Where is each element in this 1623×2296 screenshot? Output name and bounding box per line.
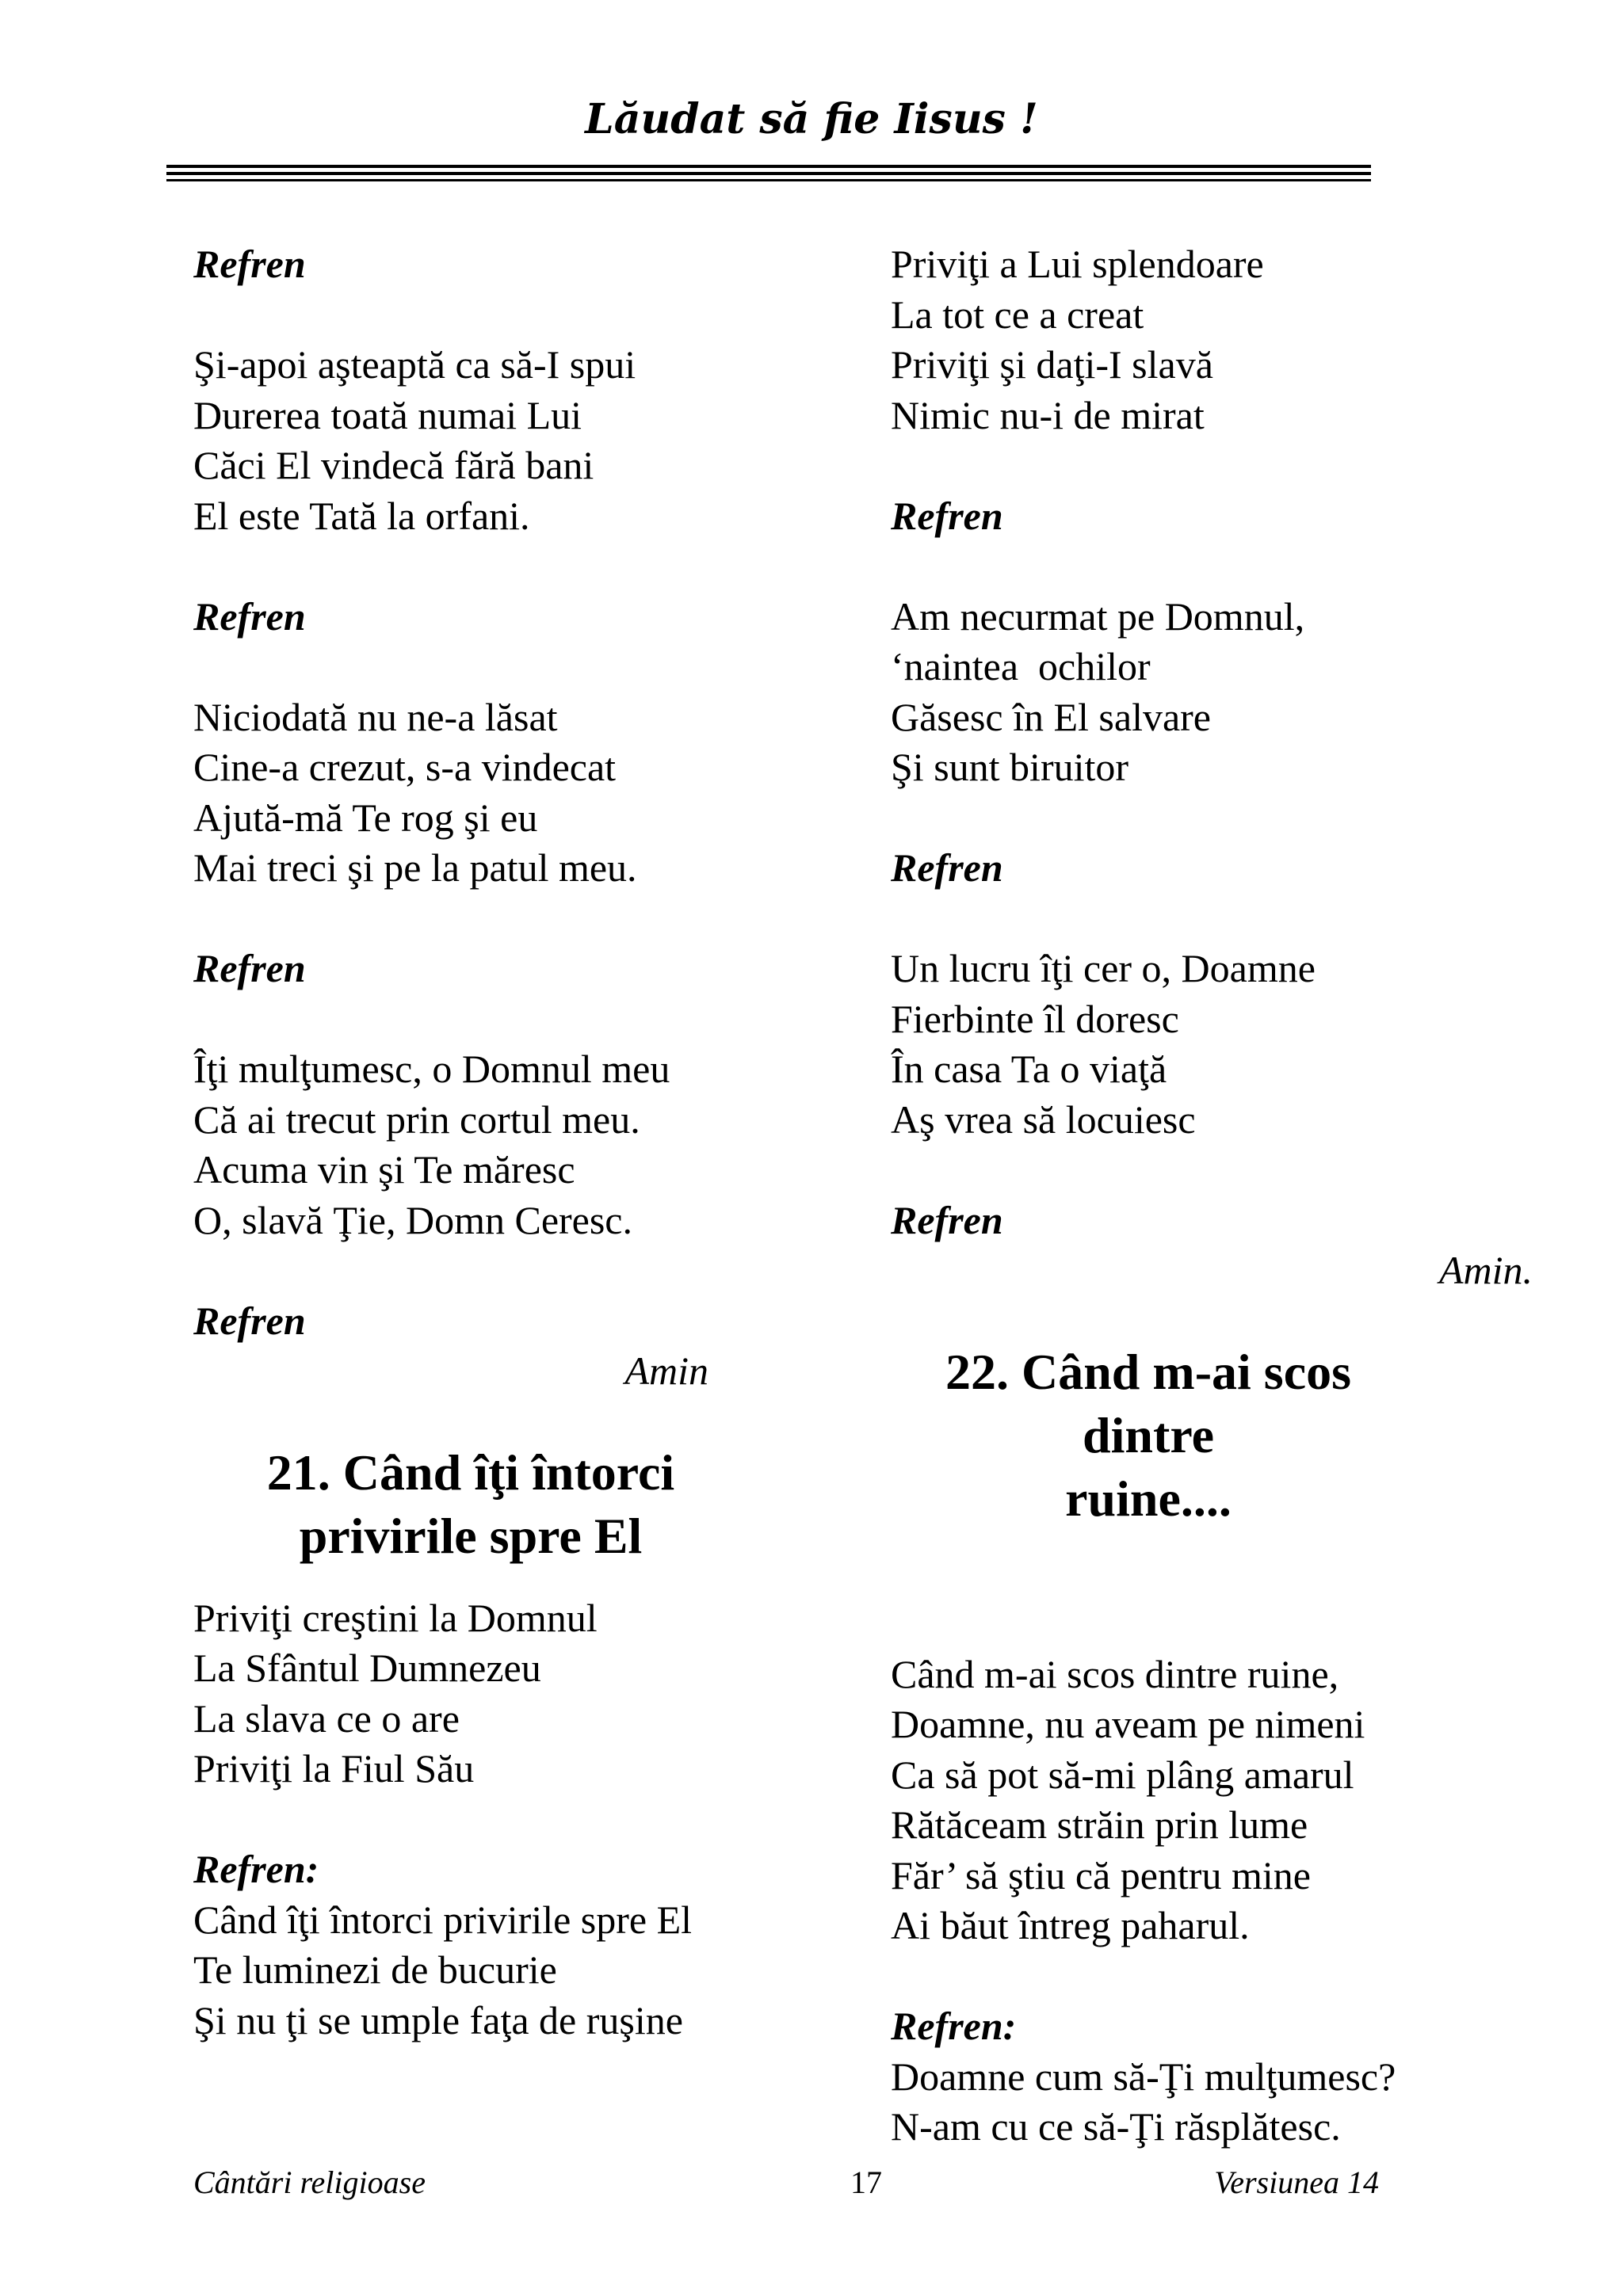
refren-label: Refren <box>891 493 1003 538</box>
left-verses <box>193 239 748 1346</box>
refren-label: Refren <box>193 593 306 639</box>
page-header-title: Lăudat să fie Iisus ! <box>585 95 1038 143</box>
amin-label: Amin. <box>1438 1248 1533 1292</box>
verse-line: Că ai trecut prin cortul meu. <box>193 1097 640 1142</box>
refren-label: Refren: <box>193 1847 319 1891</box>
verse-line: Şi sunt biruitor <box>891 745 1129 789</box>
right-verses <box>891 239 1541 1245</box>
verse-line: Te luminezi de bucurie <box>193 1947 557 1992</box>
verse-line: La tot ce a creat <box>891 292 1144 337</box>
verse-line: Ca să pot să-mi plâng amarul <box>891 1752 1354 1797</box>
verse-line: La slava ce o are <box>193 1695 460 1741</box>
header-rule <box>166 165 1371 168</box>
song-title-line: 22. Când m-ai scos dintre <box>945 1343 1352 1463</box>
spacer <box>891 1296 1541 1341</box>
refren-label: Refren <box>193 242 306 286</box>
amin-label: Amin <box>624 1348 708 1393</box>
refren-label: Refren <box>891 845 1003 890</box>
blank-line <box>891 793 1541 844</box>
verse-line: ‘naintea ochilor <box>891 644 1151 688</box>
verse-line: Făr’ să ştiu că pentru mine <box>891 1852 1311 1897</box>
blank-line <box>891 441 1541 491</box>
spacer <box>193 1568 748 1593</box>
verse-line: Căci El vindecă fără bani <box>193 443 594 487</box>
blank-line <box>891 541 1541 592</box>
verse-line: Şi-apoi aşteaptă ca să-I spui <box>193 342 636 387</box>
refren-label: Refren <box>891 1197 1003 1242</box>
verse-line: Priviţi şi daţi-I slavă <box>891 342 1213 387</box>
verse-line: Doamne, nu aveam pe nimeni <box>891 1702 1365 1746</box>
verse-line: Cine-a crezut, s-a vindecat <box>193 745 617 789</box>
verse-line: O, slavă Ţie, Domn Ceresc. <box>193 1197 633 1242</box>
header-rule <box>166 179 1371 181</box>
verse-line: Acuma vin şi Te măresc <box>193 1147 575 1192</box>
song-22-verses <box>891 1650 1541 2153</box>
blank-line <box>193 290 748 341</box>
verse-line: Doamne cum să-Ţi mulţumesc? <box>891 2054 1396 2099</box>
verse-line: Găsesc în El salvare <box>891 694 1212 739</box>
blank-line <box>193 1794 748 1845</box>
verse-line: Şi nu ţi se umple faţa de ruşine <box>193 1997 683 2042</box>
verse-line: Mai treci şi pe la patul meu. <box>193 845 637 890</box>
verse-line: Rătăceam străin prin lume <box>891 1802 1308 1847</box>
song-title-line: 21. Când îţi întorci <box>266 1444 675 1501</box>
spacer <box>193 1397 748 1441</box>
blank-line <box>891 1145 1541 1196</box>
verse-line: Niciodată nu ne-a lăsat <box>193 694 558 739</box>
refren-label: Refren <box>193 1298 306 1343</box>
verse-line: Aş vrea să locuiesc <box>891 1097 1196 1142</box>
blank-line <box>891 1951 1541 2002</box>
blank-line <box>193 994 748 1045</box>
song-title-line: ruine.... <box>1065 1470 1232 1527</box>
verse-line: Când îţi întorci privirile spre El <box>193 1897 693 1942</box>
page-number: 17 <box>850 2164 882 2200</box>
song-title-line: privirile spre El <box>299 1507 643 1564</box>
refren-label: Refren: <box>891 2004 1017 2048</box>
verse-line: Am necurmat pe Domnul, <box>891 593 1305 639</box>
verse-line: El este Tată la orfani. <box>193 493 530 538</box>
blank-line <box>193 642 748 692</box>
blank-line <box>891 894 1541 944</box>
verse-line: Când m-ai scos dintre ruine, <box>891 1651 1339 1696</box>
verse-line: Durerea toată numai Lui <box>193 392 582 437</box>
verse-line: La Sfântul Dumnezeu <box>193 1646 541 1690</box>
verse-line: Un lucru îţi cer o, Doamne <box>891 946 1316 990</box>
song-title-21 <box>193 1441 748 1568</box>
right-column <box>891 239 1541 2153</box>
header-rule <box>166 172 1371 175</box>
left-column <box>193 239 748 2046</box>
verse-line: Priviţi creştini la Domnul <box>193 1595 598 1640</box>
verse-line: Îţi mulţumesc, o Domnul meu <box>193 1047 670 1091</box>
verse-line: Priviţi la Fiul Său <box>193 1746 475 1791</box>
footer-version: Versiunea 14 <box>1214 2164 1379 2200</box>
verse-line: Fierbinte îl doresc <box>891 996 1179 1041</box>
blank-line <box>193 894 748 944</box>
blank-line <box>193 541 748 592</box>
verse-line: În casa Ta o viaţă <box>891 1047 1167 1091</box>
spacer <box>891 1531 1541 1650</box>
verse-line: N-am cu ce să-Ţi răsplătesc. <box>891 2104 1341 2149</box>
verse-line: Ai băut întreg paharul. <box>891 1903 1250 1947</box>
verse-line: Nimic nu-i de mirat <box>891 392 1205 437</box>
song-21-verses <box>193 1593 748 2046</box>
blank-line <box>193 1245 748 1296</box>
song-title-22 <box>891 1341 1406 1531</box>
footer-book-title: Cântări religioase <box>193 2164 426 2200</box>
refren-label: Refren <box>193 946 306 990</box>
verse-line: Ajută-mă Te rog şi eu <box>193 795 538 840</box>
verse-line: Priviţi a Lui splendoare <box>891 242 1264 286</box>
